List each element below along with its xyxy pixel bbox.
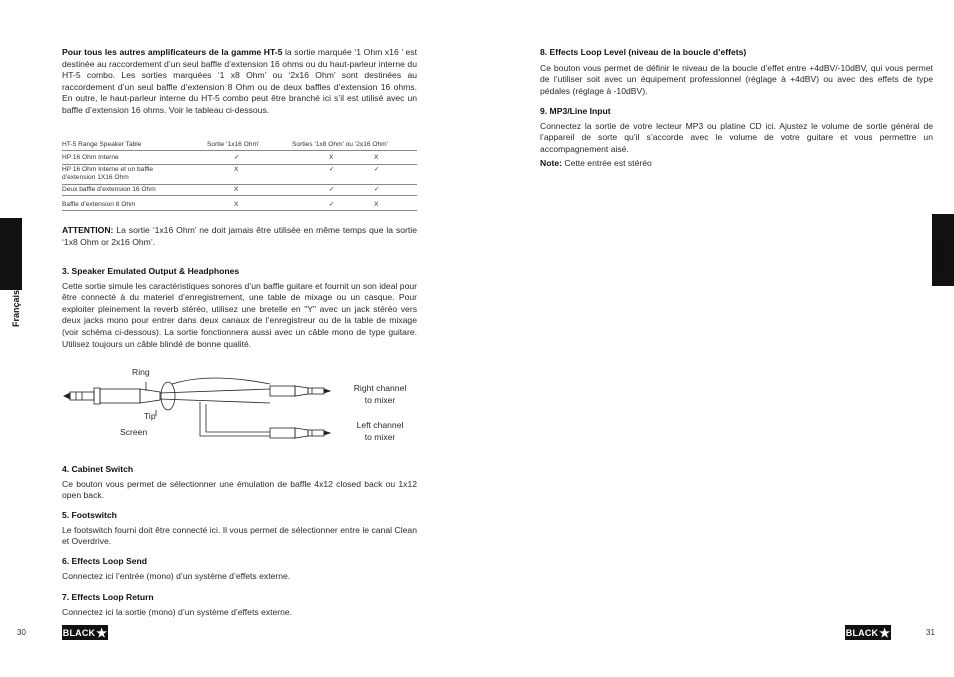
attention-block bbox=[62, 225, 417, 248]
table-cell: X bbox=[374, 154, 379, 162]
table-cell: X bbox=[374, 201, 379, 209]
section-title: 3. Speaker Emulated Output & Headphones bbox=[62, 266, 240, 276]
note-text: Cette entrée est stéréo bbox=[561, 158, 652, 168]
logo-text: BLACK bbox=[845, 627, 879, 638]
section-title: 6. Effects Loop Send bbox=[62, 556, 147, 566]
section-title: 7. Effects Loop Return bbox=[62, 592, 154, 602]
tip-label: Tip bbox=[144, 411, 156, 421]
page-number-right: 31 bbox=[926, 628, 935, 637]
logo-text: BLACK bbox=[62, 627, 96, 638]
section-title: 5. Footswitch bbox=[62, 510, 117, 520]
language-tab-left bbox=[0, 218, 22, 290]
intro-paragraph bbox=[62, 47, 417, 117]
section-text: Connectez ici l’entrée (mono) d’un système d’effets externe. bbox=[62, 570, 291, 581]
table-cell: X bbox=[234, 185, 239, 193]
table-row bbox=[62, 184, 417, 195]
table-cell: X bbox=[234, 165, 239, 173]
table-cell: ✓ bbox=[329, 165, 335, 173]
speaker-table bbox=[62, 140, 417, 151]
section-title: 9. MP3/Line Input bbox=[540, 106, 611, 116]
table-header: Sorties ‘1x8 Ohm’ ou ‘2x16 Ohm’ bbox=[292, 141, 389, 148]
table-cell: HP 16 Ohm Interne bbox=[62, 154, 119, 162]
note-bold: Note: bbox=[540, 158, 562, 168]
speaker-table-body bbox=[62, 153, 417, 211]
section-title: 8. Effects Loop Level (niveau de la boucle d’effets) bbox=[540, 47, 747, 57]
table-cell: ✓ bbox=[374, 165, 380, 173]
page-number-left: 30 bbox=[17, 628, 26, 637]
table-header: Sortie ‘1x16 Ohm’ bbox=[207, 141, 260, 148]
table-cell: ✓ bbox=[374, 185, 380, 193]
section-6 bbox=[62, 556, 417, 582]
left-channel-label bbox=[340, 420, 420, 443]
left-channel-line2: to mixer bbox=[364, 431, 396, 442]
table-cell: HP 16 Ohm Interne et un baffle d’extension 1X16 Ohm bbox=[62, 165, 154, 182]
attention-paragraph bbox=[62, 225, 417, 248]
table-cell: ✓ bbox=[329, 201, 335, 209]
section-8 bbox=[540, 47, 933, 97]
table-cell: X bbox=[234, 201, 239, 209]
table-cell: ✓ bbox=[329, 185, 335, 193]
language-tab-label-left: Français bbox=[11, 290, 21, 328]
star-icon: ★ bbox=[879, 625, 891, 640]
speaker-table-wrap bbox=[62, 140, 417, 211]
right-channel-line1: Right channel bbox=[353, 383, 407, 393]
intro-text: la sortie marquée ‘1 Ohm x16 ’ est destinée au raccordement d’un seul baffle d’extension 16 ohms ou du haut-parleur interne du HT-5 combo. Les sorties marquées ‘1 x8 Ohm’ ou ‘2x16 Ohm’ sont destinées au raccordement d’un seul baffle d’extension 8 Ohm ou de deux baffles d’extension 16 ohms. En outre, le haut-parleur interne du HT-5 combo peut être branché ici s’il est utilisé avec un baffle d’extension 16 ohms. Voir le tableau ci-dessous. bbox=[62, 47, 417, 115]
section-7 bbox=[62, 592, 417, 618]
table-header-row bbox=[62, 140, 417, 151]
screen-label: Screen bbox=[120, 427, 148, 437]
note-paragraph bbox=[540, 158, 933, 170]
ring-label: Ring bbox=[132, 367, 150, 377]
note-block bbox=[540, 158, 933, 170]
section-text: Connectez ici la sortie (mono) d’un système d’effets externe. bbox=[62, 606, 293, 617]
right-channel-line2: to mixer bbox=[364, 394, 396, 405]
section-title: 4. Cabinet Switch bbox=[62, 464, 134, 474]
brand-logo-left bbox=[62, 625, 108, 640]
section-text: Le footswitch fourni doit être connecté ici. Il vous permet de sélectionner entre le canal Clean et Overdrive. bbox=[62, 524, 417, 547]
section-text: Cette sortie simule les caractéristiques sonores d’un baffle guitare et fournit un son ideal pour être connecté à du materiel d’enregistrement, une table de mixage ou un casque. Pour exploiter pleinement la reverb stéréo, utilisez une bretelle en "Y" avec un jack stéréo vers deux jacks mono pour entrer dans deux canaux de l’enregistreur ou de la table de mixage (voir schéma ci-dessous). La sortie fonctionnera aussi avec un câble mono de type guitare. Utilisez toujours un câble blindé de bonne qualité. bbox=[62, 280, 417, 349]
table-row bbox=[62, 196, 417, 211]
section-5 bbox=[62, 510, 417, 548]
section-9 bbox=[540, 106, 933, 155]
right-channel-label bbox=[340, 383, 420, 406]
section-4 bbox=[62, 464, 417, 502]
attention-bold: ATTENTION: bbox=[62, 225, 114, 235]
table-cell: X bbox=[329, 154, 334, 162]
table-row bbox=[62, 153, 417, 164]
table-header: HT-5 Range Speaker Table bbox=[62, 141, 142, 148]
table-cell: Baffle d’extension 8 Ohm bbox=[62, 201, 136, 209]
star-icon: ★ bbox=[96, 625, 108, 640]
table-row bbox=[62, 164, 417, 184]
section-3 bbox=[62, 266, 417, 350]
section-text: Connectez la sortie de votre lecteur MP3 ou platine CD ici. Ajustez le volume de sortie général de l’appareil de sorte qu’il s’accorde avec le volume de votre guitare et vous permettre un accompagnement aisé. bbox=[540, 120, 933, 154]
table-cell: Deux baffle d’extension 16 Ohm bbox=[62, 185, 156, 193]
brand-logo-right bbox=[845, 625, 891, 640]
left-channel-line1: Left channel bbox=[356, 420, 404, 430]
section-text: Ce bouton vous permet de définir le niveau de la boucle d’effet entre +4dBV/-10dBV, qui vous permet de l’utiliser soit avec un équipement professionnel (réglage à +4dBV) ou avec des effets de type pédales (réglage à -10dBV). bbox=[540, 62, 933, 96]
section-text: Ce bouton vous permet de sélectionner une émulation de baffle 4x12 closed back ou 1x12 open back. bbox=[62, 478, 417, 501]
left-column bbox=[62, 47, 417, 117]
table-cell: ✓ bbox=[234, 154, 240, 162]
language-tab-label-right: Français bbox=[934, 236, 944, 274]
attention-text: La sortie ‘1x16 Ohm’ ne doit jamais être utilisée en même temps que la sortie ‘1x8 Ohm or 2x16 Ohm’. bbox=[62, 225, 417, 247]
intro-bold: Pour tous les autres amplificateurs de la gamme HT-5 bbox=[62, 47, 283, 57]
